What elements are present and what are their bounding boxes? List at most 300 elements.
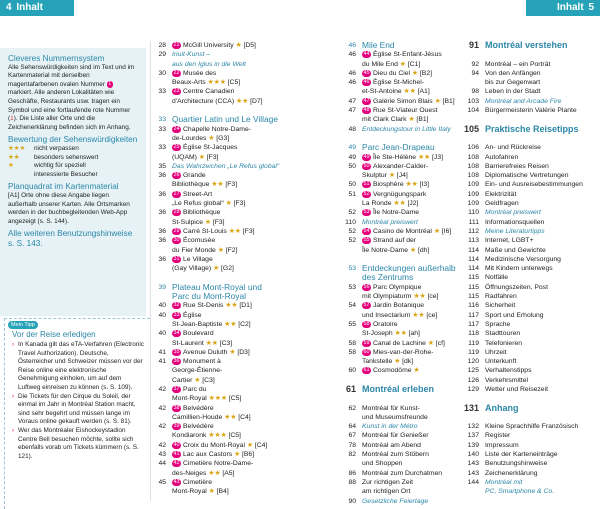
star-icon: ★ [432, 97, 441, 105]
page-number: 109 [467, 190, 479, 198]
toc-section-row [150, 115, 292, 124]
page-number [150, 153, 166, 162]
toc-entry-row [150, 60, 292, 69]
sight-marker: 40 [173, 441, 180, 448]
page-number: 55 [348, 320, 356, 328]
toc-entry-text: und Insectarium ★★ [ce] [362, 311, 438, 319]
toc-entry-text: Wetter und Reisezeit [485, 385, 548, 393]
toc-entry-text: Notfälle [485, 274, 509, 282]
legend-text: interessierte Besucher [34, 170, 98, 178]
toc-entry-text: Montréal für Kunst- [362, 404, 420, 412]
page-number [150, 273, 166, 282]
star-icon: ★ [196, 153, 205, 161]
toc-entry-text: 36 Monument à [173, 358, 221, 366]
sight-marker: 47 [363, 97, 370, 104]
toc-entry-row [150, 478, 292, 487]
page-number [150, 264, 166, 273]
page-number: 119 [468, 348, 479, 356]
toc-entry-row [463, 97, 600, 106]
page-number [340, 292, 356, 301]
star-icon: ★ [8, 162, 14, 170]
toc-entry-text: 32 Rue St-Denis ★★ [D1] [173, 302, 252, 310]
page-number: 94 [471, 69, 479, 77]
page-number: 28 [158, 42, 166, 49]
page-number: 114 [468, 246, 479, 254]
page-number [340, 459, 356, 468]
page-number [150, 431, 166, 440]
page-number: 45 [158, 478, 166, 486]
sidebar-heading-rating: Bewertung der Sehenswürdigkeiten [8, 135, 138, 145]
right-header-title: Inhalt [556, 2, 584, 13]
tips-list [12, 341, 144, 461]
star-icon: ★ [233, 42, 242, 49]
toc-entry-text: Diplomatische Vertretungen [485, 172, 569, 180]
toc-entry-row [463, 162, 600, 171]
toc-entry-row [463, 385, 600, 394]
toc-entry-text: Beaux-Arts ★★★ [C5] [172, 79, 241, 87]
toc-entry-text: Mont-Royal ★ [B4] [172, 488, 229, 496]
toc-entry-row [463, 339, 600, 348]
page-number: 82 [348, 451, 356, 459]
star-icon: ★ [397, 60, 406, 68]
toc-entry-text: Maße und Gewichte [485, 246, 546, 254]
toc-entry-row [150, 227, 292, 236]
toc-entry-text: Sprache [485, 320, 511, 328]
sight-marker: 49 [363, 153, 370, 160]
tips-heading: Vor der Reise erledigen [12, 330, 96, 339]
page-number [150, 199, 166, 208]
toc-entry-text: Das Wahrzeichen „Le Refus global“ [172, 162, 280, 170]
toc-entry-row [463, 348, 600, 357]
toc-entry-text: Radfahren [485, 293, 517, 301]
page-number: 119 [468, 339, 479, 347]
sight-marker: 28 [173, 209, 180, 216]
toc-entry-row [150, 385, 292, 394]
page-number: 51 [348, 190, 356, 198]
sight-marker: 53 [363, 209, 370, 216]
page-number: 58 [348, 348, 356, 356]
page-number: 118 [468, 330, 479, 338]
page-number [340, 273, 356, 282]
star-icon: ★ [425, 339, 434, 347]
page-number: 117 [468, 311, 479, 319]
toc-entry-text: Zeichenerklärung [485, 469, 538, 477]
page-number: 50 [348, 162, 356, 170]
page-number: 52 [348, 227, 356, 235]
star-icon: ★★ [234, 97, 249, 105]
page-number [340, 487, 356, 496]
sight-marker: 31 [173, 255, 180, 262]
sight-marker: 29 [173, 227, 180, 234]
toc-entry-row [150, 162, 292, 171]
toc-entry-text: 58 Oratoire [363, 320, 398, 328]
toc-entry-row [463, 227, 600, 236]
star-icon: ★★★ [206, 432, 227, 440]
page-number: 53 [348, 283, 356, 291]
toc-entry-row [463, 469, 600, 478]
toc-entry-text: 42 Cimetière Notre-Dame- [173, 460, 254, 468]
toc-entry-text: 57 Jardin Botanique [363, 302, 425, 310]
page-number: 92 [471, 60, 479, 68]
page-number [340, 60, 356, 69]
toc-entry-row [463, 255, 600, 264]
star-icon: ★★ [391, 200, 406, 208]
toc-entry-row [150, 255, 292, 264]
toc-entry-row [463, 134, 600, 143]
star-icon: ★ [192, 376, 201, 384]
page-number: 125 [467, 367, 479, 375]
page-number: 42 [158, 423, 166, 431]
page-number [150, 292, 166, 301]
tip-text: In Kanada gilt das eTA-Verfahren (Electronic Travel Authorization). Deutsche, Österreicher und Schweizer müssen vor der Reise online eine elektronische Genehmigung einholen, um auf dem Luftweg einreisen zu können (s. S. 109). [18, 341, 144, 391]
toc-entry-text: Kleine Sprachhilfe Französisch [485, 423, 579, 431]
toc-entry-row [150, 329, 292, 338]
page-number [150, 469, 166, 478]
toc-entry-row [150, 264, 292, 273]
toc-entry-row [463, 487, 600, 496]
toc-entry-text: Camillien-Houde ★★ [C4] [172, 413, 251, 421]
toc-entry-text: 22 Musée des [173, 69, 217, 77]
page-number: 48 [348, 125, 356, 133]
toc-entry-text: 38 Belvédère [173, 404, 214, 412]
toc-entry-row [150, 246, 292, 255]
toc-entry-row [463, 180, 600, 189]
toc-entry-text: Montréal für Genießer [362, 432, 429, 440]
toc-entry-text: Mit Kindern unterwegs [485, 265, 553, 273]
toc-entry-text: Benutzungshinweise [485, 460, 548, 468]
toc-column-1 [150, 41, 292, 497]
chevron-right-icon: › [12, 392, 15, 400]
sight-marker: 39 [173, 423, 180, 430]
toc-entry-text: Sicherheit [485, 302, 516, 310]
toc-entry-row [150, 431, 292, 440]
tip-text: Wer das Montréaler Eishockeystadion Centre Bell besuchen möchte, sollte sich ebenfalls vorab um Tickets kümmern (s. S. 121). [18, 426, 139, 460]
toc-entry-text: Kunst in der Métro [362, 423, 418, 431]
toc-entry-text: Anhang [485, 402, 519, 413]
toc-entry-row [150, 320, 292, 329]
page-number [463, 413, 479, 422]
toc-entry-row [463, 246, 600, 255]
page-number [150, 60, 166, 69]
toc-entry-row [463, 264, 600, 273]
page-number: 29 [158, 51, 166, 59]
star-icon: ★ [406, 116, 415, 124]
page-number [150, 320, 166, 329]
tip-item [12, 393, 144, 427]
page-number: 88 [348, 478, 356, 486]
star-icon: ★★ [209, 181, 224, 189]
toc-entry-text: Uhrzeit [485, 348, 507, 356]
page-number [150, 78, 166, 87]
toc-entry-text: 34 Boulevard [173, 330, 214, 338]
sight-marker: 57 [363, 302, 370, 309]
page-number: 46 [348, 69, 356, 77]
toc-entry-text: Kondiaronk ★★★ [C5] [172, 432, 241, 440]
toc-entry-text [485, 413, 487, 422]
page-number [340, 246, 356, 255]
toc-entry-text: Stadttouren [485, 330, 521, 338]
toc-entry-row [150, 218, 292, 227]
page-number: 106 [467, 144, 479, 152]
toc-entry-text: 35 Avenue Duluth ★ [D3] [173, 348, 250, 356]
toc-entry-text: Bürgermeisterin Valérie Plante [485, 107, 577, 115]
page-number: 103 [467, 97, 479, 105]
toc-entry-text: Bibliothèque ★★ [F3] [172, 181, 238, 189]
toc-entry-row [150, 171, 292, 180]
sight-marker: 35 [173, 348, 180, 355]
star-icon: ★ [244, 441, 253, 449]
toc-entry-text: 51 Biosphère ★★ [I3] [363, 181, 430, 189]
toc-entry-text: 49 Île Ste-Hélène ★★ [J3] [363, 153, 443, 161]
toc-entry-row [150, 339, 292, 348]
page-number: 36 [158, 237, 166, 245]
toc-entry-text: Impressum [485, 441, 519, 449]
legend-row [8, 145, 138, 154]
page-number: 115 [468, 293, 479, 301]
toc-entry-row [150, 357, 292, 366]
star-icon: ★ [227, 348, 236, 356]
page-number [340, 115, 356, 124]
page-number: 42 [158, 385, 166, 393]
chevron-right-icon: › [12, 426, 15, 434]
toc-entry-text: 41 Lac aux Castors ★ [B6] [173, 451, 255, 459]
page-number: 114 [468, 255, 479, 263]
toc-column-3 [463, 41, 600, 497]
page-number: 30 [158, 69, 166, 77]
page-number: 46 [348, 79, 356, 87]
page-number: 52 [348, 237, 356, 245]
page-number: 115 [468, 274, 479, 282]
star-icon: ★★★ [8, 144, 26, 152]
toc-entry-text: La Ronde ★★ [J2] [362, 200, 419, 208]
toc-entry-text: 56 Parc Olympique [363, 283, 422, 291]
sight-marker: 36 [173, 358, 180, 365]
page-number: 49 [348, 153, 356, 161]
toc-entry-row [463, 292, 600, 301]
page-number: 41 [158, 348, 166, 356]
toc-entry-text: 27 Street-Art [173, 190, 213, 198]
toc-entry-row [463, 450, 600, 459]
sight-marker: 46 [363, 79, 370, 86]
toc-entry-row [150, 199, 292, 208]
page-number [150, 106, 166, 115]
toc-entry-row [463, 441, 600, 450]
sight-marker: 23 [173, 88, 180, 95]
page-number: 108 [467, 162, 479, 170]
toc-entry-row [150, 41, 292, 50]
sight-marker: 52 [363, 190, 370, 197]
toc-entry-row [463, 143, 600, 152]
page-number: 112 [468, 227, 479, 235]
toc-entry-text: 28 Bibliothèque [173, 209, 221, 217]
toc-entry-row [150, 208, 292, 217]
star-icon: ★ [215, 246, 224, 254]
toc-entry-text: et-St-Antoine ★★ [A1] [362, 88, 430, 96]
toc-entry-text: George-Étienne- [172, 367, 223, 375]
toc-entry-text: Mont-Royal ★★★ [C5] [172, 395, 242, 403]
toc-entry-row [463, 311, 600, 320]
toc-entry-text: 61 Cosmodôme ★ [363, 367, 420, 375]
page-number [340, 329, 356, 338]
page-number: 111 [468, 218, 479, 226]
toc-entry-text: Liste der Karteneinträge [485, 451, 558, 459]
toc-entry-text: Montréal preiswert [362, 218, 418, 226]
toc-entry-row [150, 450, 292, 459]
page-number: 139 [467, 441, 479, 449]
sidebar-heading-numbering: Cleveres Nummernsystem [8, 54, 105, 63]
toc-entry-text: Montréal preiswert [485, 209, 541, 217]
page-number: 110 [345, 218, 356, 226]
toc-entry-row [463, 236, 600, 245]
page-number: 108 [467, 153, 479, 161]
toc-section-row [463, 41, 600, 50]
toc-entry-row [150, 69, 292, 78]
sidebar-heading-notes: Alle weiteren Benutzungshinweise s. S. 143. [8, 229, 133, 248]
toc-entry-text: des Zentrums [362, 272, 414, 283]
toc-entry-text: Sport und Erholung [485, 311, 544, 319]
toc-entry-row [463, 218, 600, 227]
star-icon: ★★ [226, 227, 241, 235]
toc-entry-text: Tankstelle ★ [dk] [362, 358, 414, 366]
toc-entry-row [150, 143, 292, 152]
toc-entry-row [463, 106, 600, 115]
toc-entry-text: 46 Église St-Michel- [363, 79, 424, 87]
toc-entry-text: Montréal zum Stöbern [362, 451, 429, 459]
toc-entry-text: 60 Mies-van-der-Rohe- [363, 348, 434, 356]
page-number: 40 [158, 302, 166, 310]
right-page-header [526, 0, 600, 16]
page-number [340, 171, 356, 180]
legend-text: nicht verpassen [34, 144, 79, 152]
toc-section-row [150, 292, 292, 301]
page-number: 61 [345, 383, 356, 394]
page-number: 64 [348, 423, 356, 431]
page-number [340, 394, 356, 403]
toc-entry-row [150, 413, 292, 422]
page-number [150, 218, 166, 227]
toc-entry-row [463, 413, 600, 422]
page-number: 52 [348, 209, 356, 217]
toc-entry-row [463, 357, 600, 366]
legend-text: besonders sehenswert [34, 153, 99, 161]
sight-marker: 38 [173, 404, 180, 411]
tip-item [12, 427, 144, 461]
toc-entry-text: und Shoppen [362, 460, 403, 468]
toc-entry-text: d'Architecture (CCA) ★★ [D7] [172, 97, 263, 105]
page-number [150, 376, 166, 385]
toc-entry-text: Register [485, 432, 511, 440]
page-number [340, 311, 356, 320]
page-number [340, 134, 356, 143]
page-number: 49 [348, 144, 356, 152]
toc-entry-row [463, 153, 600, 162]
page-number [150, 180, 166, 189]
toc-entry-text: 26 Grande [173, 172, 206, 180]
page-number: 143 [467, 460, 479, 468]
toc-entry-text: und Museumsfreunde [362, 413, 428, 421]
toc-entry-text [485, 134, 487, 143]
page-number: 78 [348, 441, 356, 449]
sight-marker: 25 [173, 144, 180, 151]
toc-entry-row [150, 422, 292, 431]
page-number: 67 [348, 432, 356, 440]
toc-entry-text: Montréal – ein Porträt [485, 60, 551, 68]
sidebar-numbering-text: Alle Sehenswürdigkeiten sind im Text und im Kartenmaterial mit derselben magentafarbenen ovalen Nummer 1 markiert. Alle anderen Lokalitäten wie Geschäfte, Restaurants usw. tragen ein Symbol und eine fortlaufende rote Nummer (1). Die Liste aller Orte und die Zeichenerklärung befinden sich im Anhang. [8, 63, 135, 131]
toc-entry-row [463, 199, 600, 208]
toc-entry-text: 59 Canal de Lachine ★ [cf] [363, 339, 445, 347]
star-icon [8, 171, 34, 180]
toc-entry-text: Parc du Mont-Royal [172, 291, 247, 302]
toc-entry-text: 23 Centre Canadien [173, 88, 235, 96]
page-number [463, 50, 479, 59]
star-icon: ★ [408, 246, 417, 254]
toc-entry-text: 53 Île Notre-Dame [363, 209, 420, 217]
toc-entry-text: 45 Dieu du Ciel ★ [B2] [363, 69, 432, 77]
toc-entry-text: Elektrizität [485, 190, 517, 198]
sight-marker: 61 [363, 367, 370, 374]
toc-entry-text: PC, Smartphone & Co. [485, 488, 555, 496]
page-number: 129 [467, 385, 479, 393]
toc-entry-text: Quartier Latin und Le Village [172, 114, 278, 125]
toc-entry-row [463, 301, 600, 310]
page-number [150, 413, 166, 422]
page-number: 47 [348, 97, 356, 105]
page-number: 144 [467, 478, 479, 486]
toc-entry-text [362, 394, 364, 403]
toc-entry-text: 50 Alexander-Calder- [363, 162, 429, 170]
sight-marker: 42 [173, 460, 180, 467]
star-icon: ★ [392, 358, 401, 366]
toc-entry-row [463, 376, 600, 385]
star-icon: ★ [206, 134, 215, 142]
toc-entry-text: aus den Iglus in die Welt [172, 60, 246, 68]
page-number: 46 [348, 42, 356, 49]
toc-entry-text: Telefonieren [485, 339, 523, 347]
toc-entry-text: mit Clark Clark ★ [B1] [362, 116, 429, 124]
toc-entry-row [150, 348, 292, 357]
toc-entry-row [463, 87, 600, 96]
page-number [150, 339, 166, 348]
sight-marker: 56 [363, 283, 370, 290]
star-icon: ★★ [223, 302, 238, 310]
toc-section-row [463, 404, 600, 413]
toc-entry-row [463, 431, 600, 440]
toc-entry-row [150, 469, 292, 478]
usage-sidebar [0, 48, 146, 316]
star-icon: ★★ [416, 153, 431, 161]
page-number: 41 [158, 358, 166, 366]
page-number: 39 [158, 283, 166, 291]
toc-entry-text: 44 Église St-Enfant-Jésus [363, 51, 442, 59]
page-number: 109 [467, 200, 479, 208]
page-number: 40 [158, 330, 166, 338]
toc-entry-text: Plateau Mont-Royal und [172, 281, 262, 292]
toc-entry-row [150, 97, 292, 106]
page-number: 53 [348, 265, 356, 273]
star-icon: ★ [232, 451, 241, 459]
page-number: 131 [463, 402, 479, 413]
toc-entry-text: 25 Église St-Jacques [173, 144, 238, 152]
page-number [340, 87, 356, 96]
sidebar-grid-text: [A1] Orte ohne diese Angabe liegen außerhalb unserer Karten. Alle Ortsmarken werden in der buchbegleitenden Web-App angezeigt (s. S. 144). [8, 191, 130, 225]
toc-entry-text: Von den Anfängen [485, 69, 541, 77]
toc-entry-text: 33 Église [173, 311, 202, 319]
sight-marker: 55 [363, 237, 370, 244]
page-number: 140 [467, 451, 479, 459]
page-number: 35 [158, 162, 166, 170]
page-number [463, 134, 479, 143]
star-icon: ★ [410, 69, 419, 77]
